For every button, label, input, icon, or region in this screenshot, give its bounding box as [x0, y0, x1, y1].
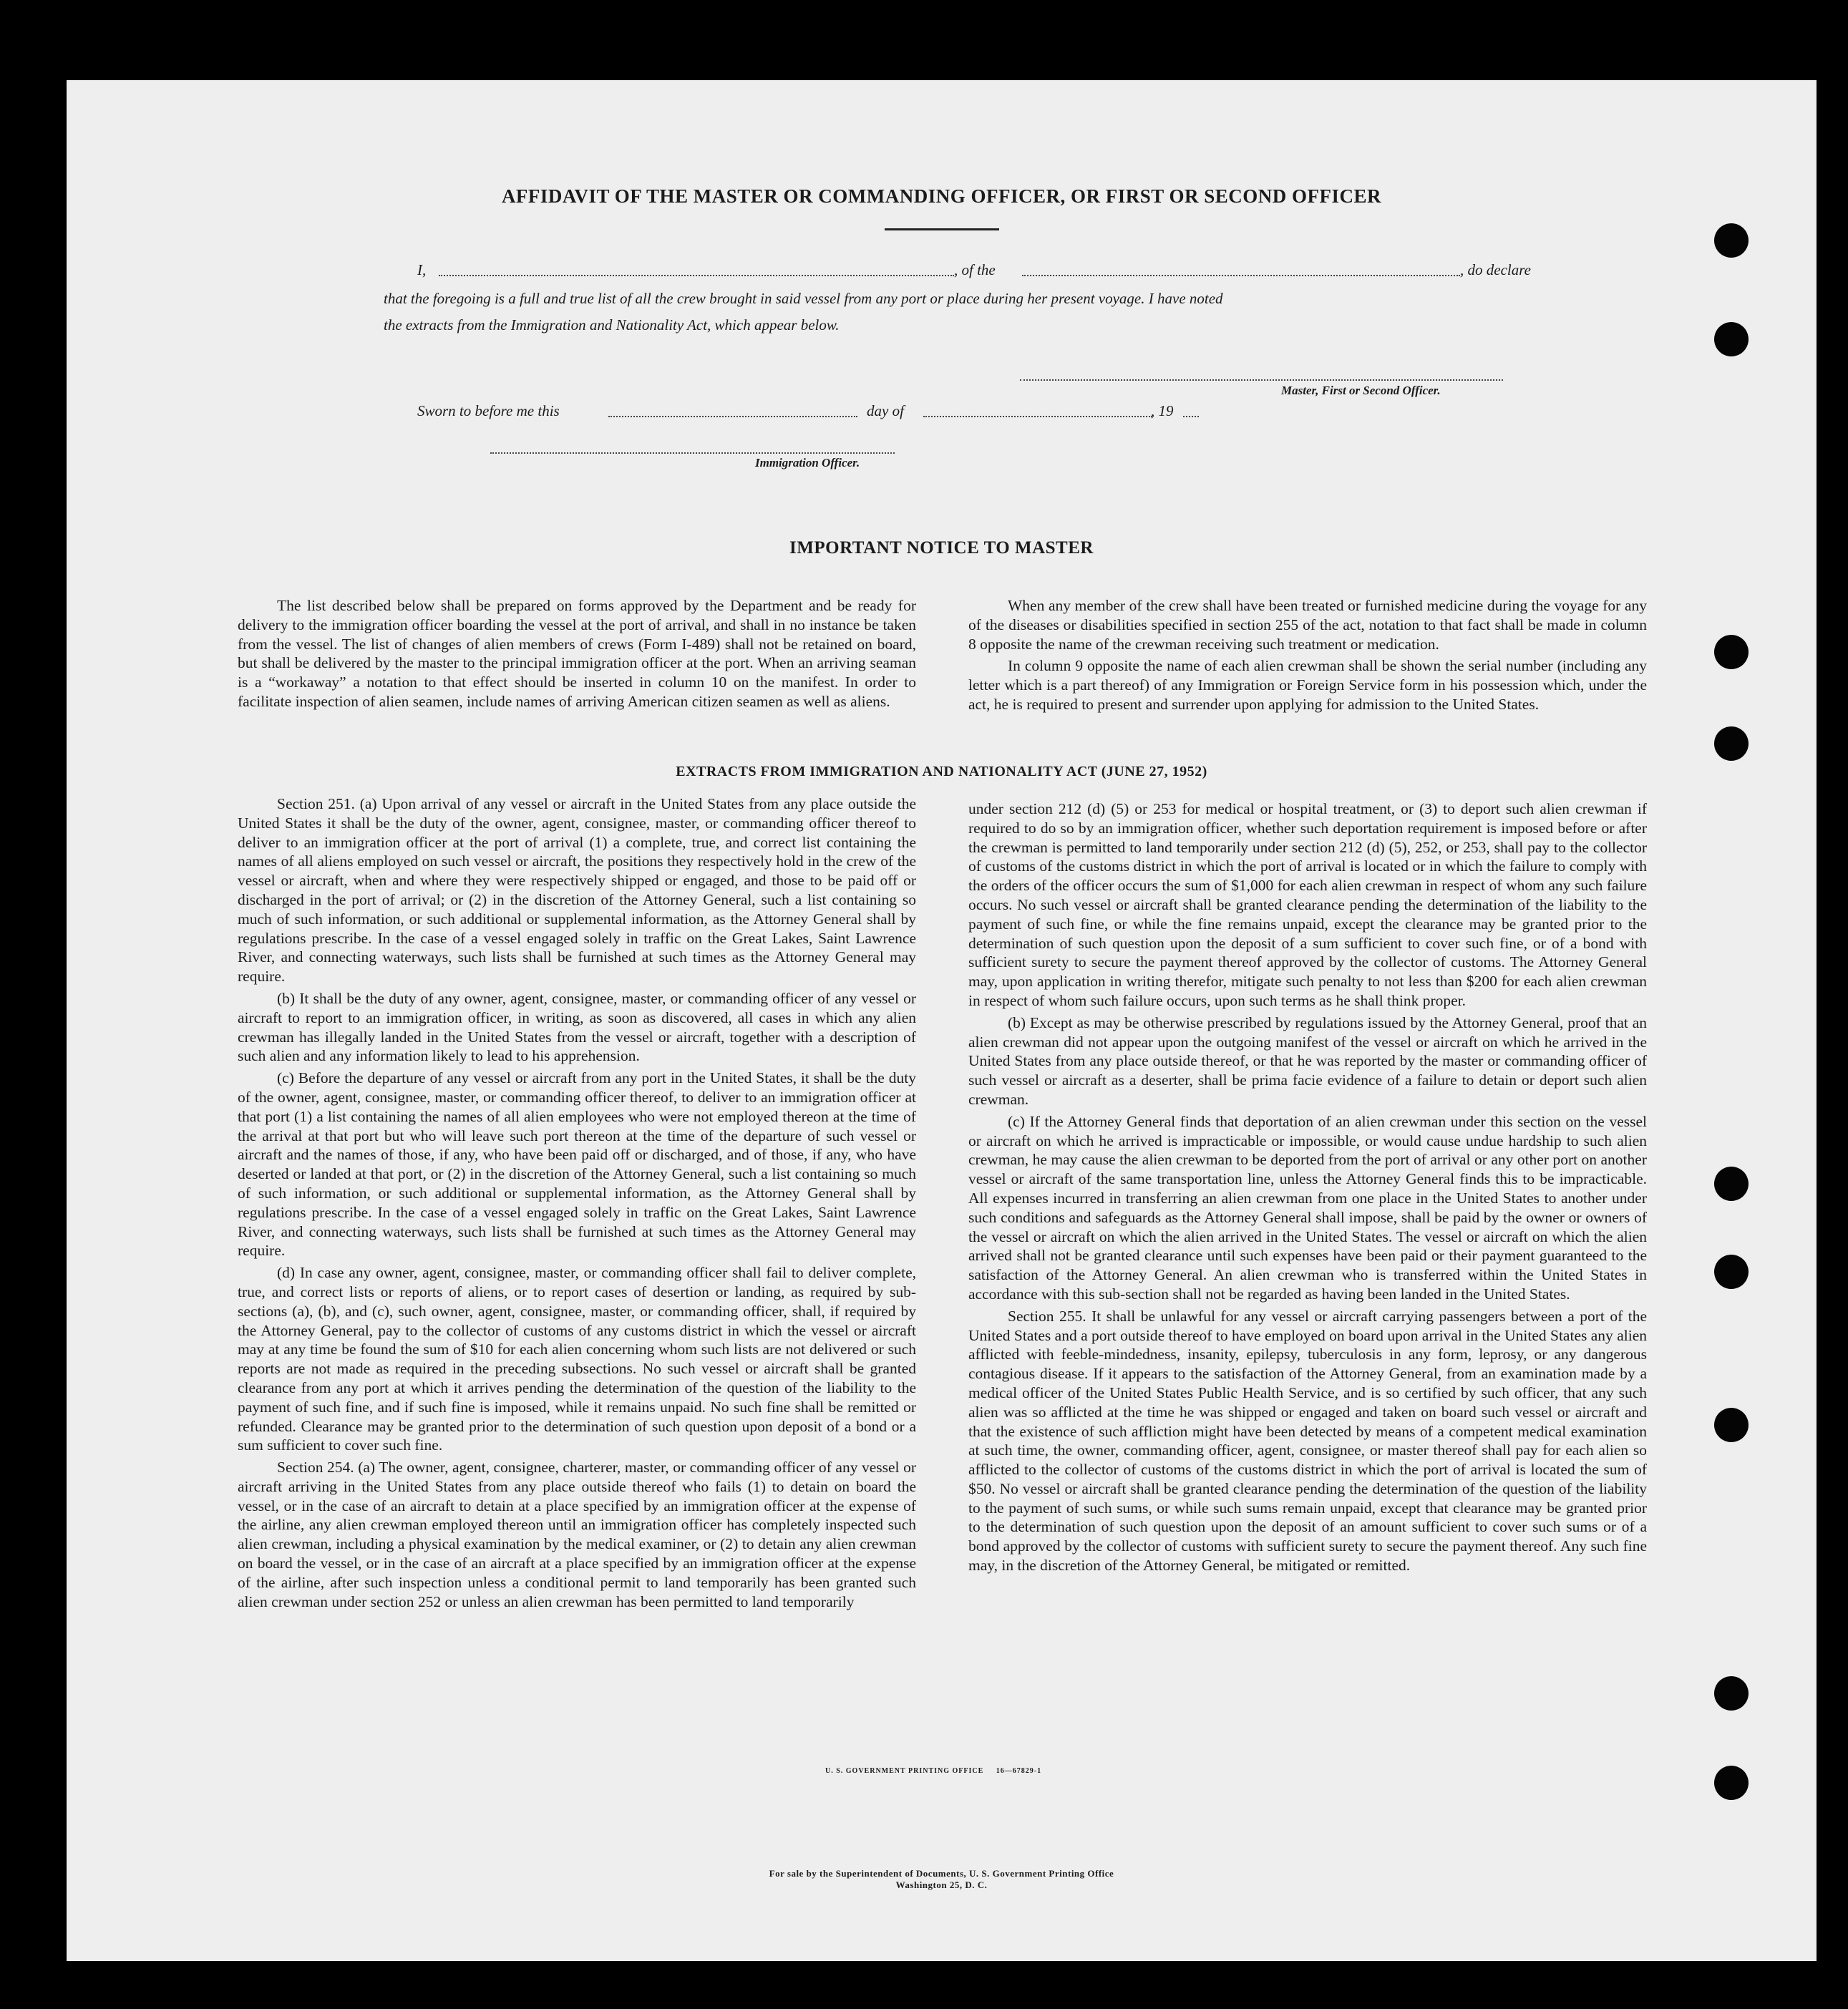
name-blank[interactable] [439, 275, 954, 276]
act-paragraph: Section 255. It shall be unlawful for any vessel or aircraft carrying passengers between a port of the United States and a port outside thereof to have employed on board upon arrival in the United States any alien afflicted with feeble-mindedness, insanity, epilepsy, tuberculosis in any form, leprosy, or any dangerous contagious disease. If it appears to the satisfaction of the Attorney General, from an examination made by a medical officer of the United States Public Health Service, and is so certified by such officer, that any such alien was so afflicted at the time he was shipped or engaged and taken on board such vessel or aircraft and that the existence of such affliction might have been detected by means of a competent medical examination at such time, the owner, commanding officer, agent, consignee, or master thereof shall pay for each alien so afflicted to the collector of customs of the customs district in which the port of arrival is located the sum of $50. No vessel or aircraft shall be granted clearance pending the determination of the question of the liability to the payment of such sums, or while such sums remain unpaid, except that clearance may be granted prior to the determination of such question upon the deposit of an amount sufficient to cover such sums or of a bond approved by the collector of customs with sufficient surety to secure the payment thereof. Any such fine may, in the discretion of the Attorney General, be mitigated or remitted. [968, 1307, 1647, 1575]
affidavit-line-3: the extracts from the Immigration and Nationality Act, which appear below. [384, 316, 840, 334]
act-paragraph: under section 212 (d) (5) or 253 for medical or hospital treatment, or (3) to deport such alien crewman if required to do so by an immigration officer, whether such deportation requirement is imposed before or after the crewman is permitted to land temporarily under section 212 (d) (5), 252, or 253, shall pay to the collector of customs of the customs district in which the port of arrival is located or in which the failure to comply with the orders of the officer occurs the sum of $1,000 for each alien crewman in respect of whom any such failure occurs. No such vessel or aircraft shall be granted clearance pending the determination of the liability to the payment of such fine, or while the fine remains unpaid, except the clearance may be granted prior to the determination of such question upon the deposit of a sum sufficient to cover such fine, or of a bond with sufficient surety to secure the payment thereof approved by the collector of customs. The Attorney General may, upon application in writing therefor, mitigate such penalty to not less than $200 for each alien crewman in respect of whom such failure occurs, upon such terms as he shall think proper. [968, 800, 1647, 1009]
printer-line: U. S. GOVERNMENT PRINTING OFFICE 16—67829-1 [825, 1767, 1042, 1775]
punch-hole [1714, 635, 1749, 669]
punch-hole [1714, 223, 1749, 258]
affidavit-line-2: that the foregoing is a full and true list of all the crew brought in said vessel from any port or place during her present voyage. I have noted [384, 290, 1223, 307]
act-paragraph: (c) Before the departure of any vessel or aircraft from any port in the United States, it shall be the duty of the owner, agent, consignee, master, or commanding officer thereof, to deliver to an immigration officer at that port (1) a list containing the names of all alien employees who were not employed thereon at the time of the arrival at that port but who will leave such port thereon at the time of the departure of such vessel or aircraft and the names of those, if any, who have been paid off or discharged, and of those, if any, who have deserted or landed at that port, or (2) in the discretion of the Attorney General, such a list containing so much of such information, or such additional or supplemental information, as the Attorney General shall by regulations prescribe. In the case of a vessel engaged solely in traffic on the Great Lakes, Saint Lawrence River, and connecting waterways, such lists shall be furnished at such times as the Attorney General may require. [238, 1069, 916, 1260]
of-the-label: , of the [954, 261, 996, 278]
sale-line-1: For sale by the Superintendent of Documents, U. S. Government Printing Office [769, 1868, 1114, 1879]
extracts-right-column [968, 799, 1647, 1578]
vessel-blank[interactable] [1022, 275, 1460, 276]
sworn-year-blank[interactable] [1183, 416, 1199, 417]
punch-hole [1714, 1255, 1749, 1289]
notice-paragraph: When any member of the crew shall have been treated or furnished medicine during the voyage for any of the diseases or disabilities specified in section 255 of the act, notation to that fact shall be made in column 8 opposite the name of the crewman receiving such treatment or medication. [968, 597, 1647, 653]
affidavit-i-label: I, [417, 261, 427, 278]
sworn-label: Sworn to before me this [417, 402, 560, 419]
notice-right-column [968, 596, 1647, 717]
punch-hole [1714, 1167, 1749, 1201]
punch-hole [1714, 726, 1749, 761]
notice-title: IMPORTANT NOTICE TO MASTER [789, 538, 1094, 558]
day-of-label: day of [867, 402, 904, 419]
punch-hole [1714, 1766, 1749, 1800]
master-signature-line[interactable] [1020, 379, 1503, 381]
immigration-caption: Immigration Officer. [755, 456, 860, 470]
punch-hole [1714, 1676, 1749, 1711]
act-paragraph: (c) If the Attorney General finds that deportation of an alien crewman under this section on the vessel or aircraft on which he arrived is impracticable or impossible, or would cause undue hardship to such alien crewman, he may cause the alien crewman to be deported from the port of arrival or any other port on another vessel or aircraft of the same transportation line, unless the Attorney General finds this to be impracticable. All expenses incurred in transferring an alien crewman from one place in the United States to another under such conditions and safeguards as the Attorney General shall impose, shall be paid by the owner or owners of the vessel or aircraft on which the alien arrived in the United States. The vessel or aircraft on which the alien arrived shall not be granted clearance until such expenses have been paid or their payment guaranteed to the satisfaction of the Attorney General. An alien crewman who is transferred within the United States in accordance with this sub-section shall not be regarded as having been landed in the United States. [968, 1112, 1647, 1303]
year-label: , 19 [1151, 402, 1174, 419]
sale-line-2: Washington 25, D. C. [895, 1879, 988, 1890]
act-paragraph: (b) Except as may be otherwise prescribed by regulations issued by the Attorney General, proof that an alien crewman did not appear upon the outgoing manifest of the vessel or aircraft on which he arrived in the United States from any place outside thereof, or that he was reported by the master or commanding officer of such vessel or aircraft as a deserter, shall be prima facie evidence of a failure to detain or deport such alien crewman. [968, 1013, 1647, 1108]
notice-paragraph: The list described below shall be prepared on forms approved by the Department and be ready for delivery to the immigration officer boarding the vessel at the port of arrival, and shall in no instance be taken from the vessel. The list of changes of alien members of crews (Form I-489) shall not be retained on board, but shall be delivered by the master to the principal immigration officer at the port. When an arriving seaman is a “workaway” a notation to that effect should be inserted in column 10 on the manifest. In order to facilitate inspection of alien seamen, include names of arriving American citizen seamen as well as aliens. [238, 597, 916, 710]
act-paragraph: Section 254. (a) The owner, agent, consignee, charterer, master, or commanding officer of any vessel or aircraft arriving in the United States from any place outside thereof who fails (1) to detain on board the vessel, or in the case of an aircraft to detain at a place specified by an immigration officer at the expense of the airline, any alien crewman employed thereon until an immigration officer has completely inspected such alien crewman, including a physical examination by the medical examiner, or (2) to detain any alien crewman on board the vessel, or in the case of an aircraft at a place specified by an immigration officer at the expense of the airline, after such inspection unless a conditional permit to land temporarily has been granted such alien crewman under section 252 or unless an alien crewman has been permitted to land temporarily [238, 1459, 916, 1610]
sworn-day-blank[interactable] [608, 416, 857, 417]
master-caption: Master, First or Second Officer. [1281, 384, 1441, 397]
affidavit-title: AFFIDAVIT OF THE MASTER OR COMMANDING OFFICER, OR FIRST OR SECOND OFFICER [501, 185, 1382, 207]
punch-hole [1714, 1408, 1749, 1442]
punch-hole [1714, 322, 1749, 356]
extracts-title: EXTRACTS FROM IMMIGRATION AND NATIONALITY ACT (JUNE 27, 1952) [676, 764, 1207, 779]
notice-left-column [238, 596, 916, 714]
sworn-month-blank[interactable] [923, 416, 1152, 417]
act-paragraph: (d) In case any owner, agent, consignee, master, or commanding officer shall fail to deliver complete, true, and correct lists or reports of aliens, or to report cases of desertion or landing, as required by sub-sections (a), (b), and (c), such owner, agent, consignee, master, or commanding officer, shall, if required by the Attorney General, pay to the collector of customs of any customs district in which the vessel or aircraft may at any time be found the sum of $10 for each alien concerning whom such lists are not delivered or such reports are not made as required in the preceding subsections. No such vessel or aircraft shall be granted clearance from any port at which it arrives pending the determination of the question of the liability to the payment of such fine, and if such fine is imposed, while it remains unpaid. No such fine shall be remitted or refunded. Clearance may be granted prior to the determination of such question upon deposit of a bond or a sum sufficient to cover such fine. [238, 1264, 916, 1454]
declare-label: , do declare [1460, 261, 1531, 278]
notice-paragraph: In column 9 opposite the name of each alien crewman shall be shown the serial number (including any letter which is a part thereof) of any Immigration or Foreign Service form in his possession which, under the act, he is required to present and surrender upon applying for admission to the United States. [968, 657, 1647, 713]
immigration-signature-line[interactable] [490, 452, 895, 454]
title-divider [885, 228, 999, 230]
act-paragraph: (b) It shall be the duty of any owner, agent, consignee, master, or commanding officer of any vessel or aircraft to report to an immigration officer, in writing, as soon as discovered, all cases in which any alien crewman has illegally landed in the United States from the vessel or aircraft, together with a description of such alien and any information likely to lead to his apprehension. [238, 989, 916, 1065]
document-page [67, 80, 1817, 1961]
extracts-left-column [238, 794, 916, 1614]
act-paragraph: Section 251. (a) Upon arrival of any vessel or aircraft in the United States from any place outside the United States it shall be the duty of the owner, agent, consignee, master, or commanding officer thereof to deliver to an immigration officer at the port of arrival (1) a complete, true, and correct list containing the names of all aliens employed on such vessel or aircraft, the positions they respectively hold in the crew of the vessel or aircraft, when and where they were respectively shipped or engaged, and those to be paid off or discharged in the port of arrival; or (2) in the discretion of the Attorney General, such a list containing so much of such information, or such additional or supplemental information, as the Attorney General shall by regulations prescribe. In the case of a vessel engaged solely in traffic on the Great Lakes, Saint Lawrence River, and connecting waterways, such lists shall be furnished at such times as the Attorney General may require. [238, 795, 916, 986]
